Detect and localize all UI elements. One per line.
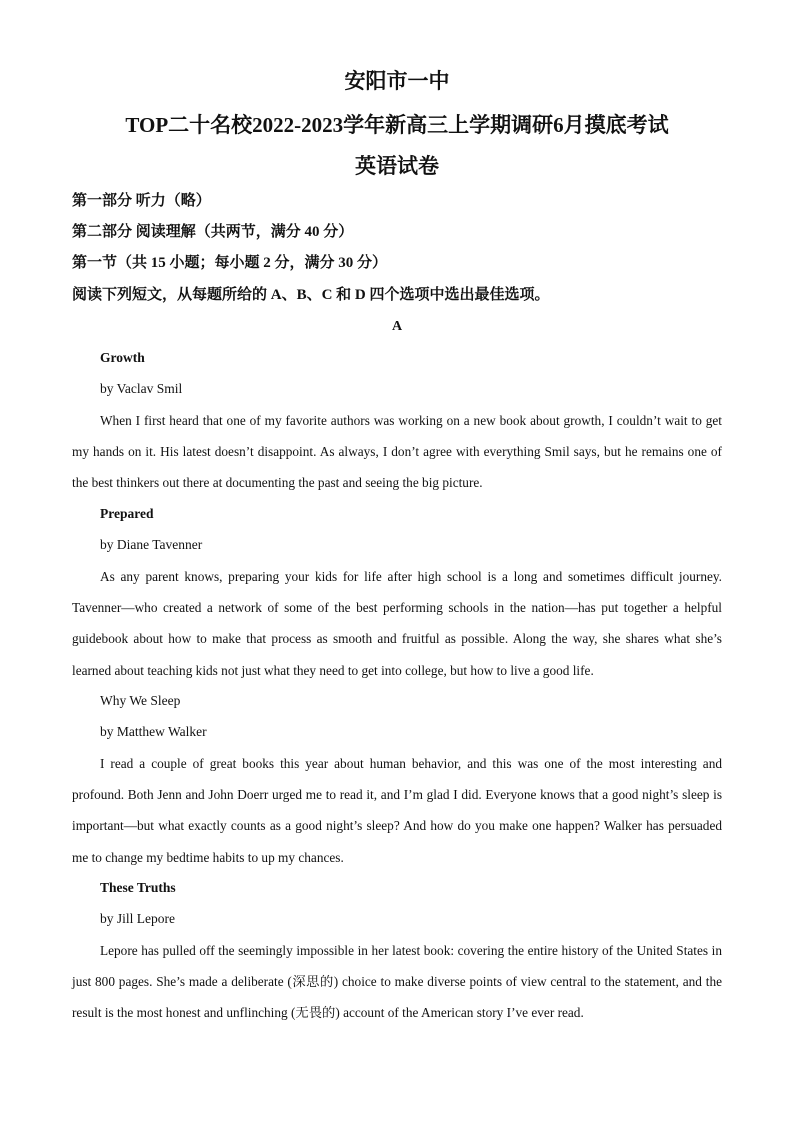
book-review-these-truths: Lepore has pulled off the seemingly impossible in her latest book: covering the entire history of the United States in just 800 pages. She’s made a deliberate (深思的) choice to make diverse points of view central to the statement, and the result is the most honest and unflinching (无畏的) account of the American story I’ve ever read.: [72, 943, 722, 1021]
book-author-prepared: by Diane Tavenner: [100, 537, 203, 552]
section1-heading: 第一节（共 15 小题；每小题 2 分，满分 30 分）: [72, 255, 388, 271]
exam-title: TOP二十名校2022-2023学年新高三上学期调研6月摸底考试: [125, 113, 669, 137]
subject-title: 英语试卷: [355, 154, 439, 178]
book-author-why-we-sleep: by Matthew Walker: [100, 724, 207, 739]
book-author-these-truths: by Jill Lepore: [100, 911, 175, 926]
book-review-why-we-sleep: I read a couple of great books this year about human behavior, and this was one of the most interesting and profound. Both Jenn and John Doerr urged me to read it, and I’m glad I did. Everyone knows that a good night’s sleep is important—but what exactly counts as a good night’s sleep? And how do you make one happen? Walker has persuaded me to change my bedtime habits to up my chances.: [72, 756, 722, 865]
book-review-growth: When I first heard that one of my favorite authors was working on a new book about growth, I couldn’t wait to get my hands on it. His latest doesn’t disappoint. As always, I don’t agree with everything Smil says, but he remains one of the best thinkers out there at documenting the past and seeing the big picture.: [72, 413, 722, 491]
book-review-prepared: As any parent knows, preparing your kids for life after high school is a long and sometimes difficult journey. Tavenner—who created a network of some of the best performing schools in the nation—has put together a helpful guidebook about how to make that process as smooth and fruitful as possible. Along the way, she shares what she’s learned about teaching kids not just what they need to get into college, but how to live a good life.: [72, 569, 722, 678]
passage-label: A: [391, 319, 403, 334]
directions-text: 阅读下列短文，从每题所给的 A、B、C 和 D 四个选项中选出最佳选项。: [72, 287, 550, 303]
part2-heading: 第二部分 阅读理解（共两节，满分 40 分）: [72, 224, 354, 240]
book-title-these-truths: These Truths: [100, 880, 176, 895]
school-name: 安阳市一中: [344, 69, 450, 93]
book-title-growth: Growth: [100, 350, 145, 365]
book-title-prepared: Prepared: [100, 506, 154, 521]
book-title-why-we-sleep: Why We Sleep: [100, 693, 181, 708]
book-author-growth: by Vaclav Smil: [100, 381, 183, 396]
part1-heading: 第一部分 听力（略）: [72, 193, 211, 209]
